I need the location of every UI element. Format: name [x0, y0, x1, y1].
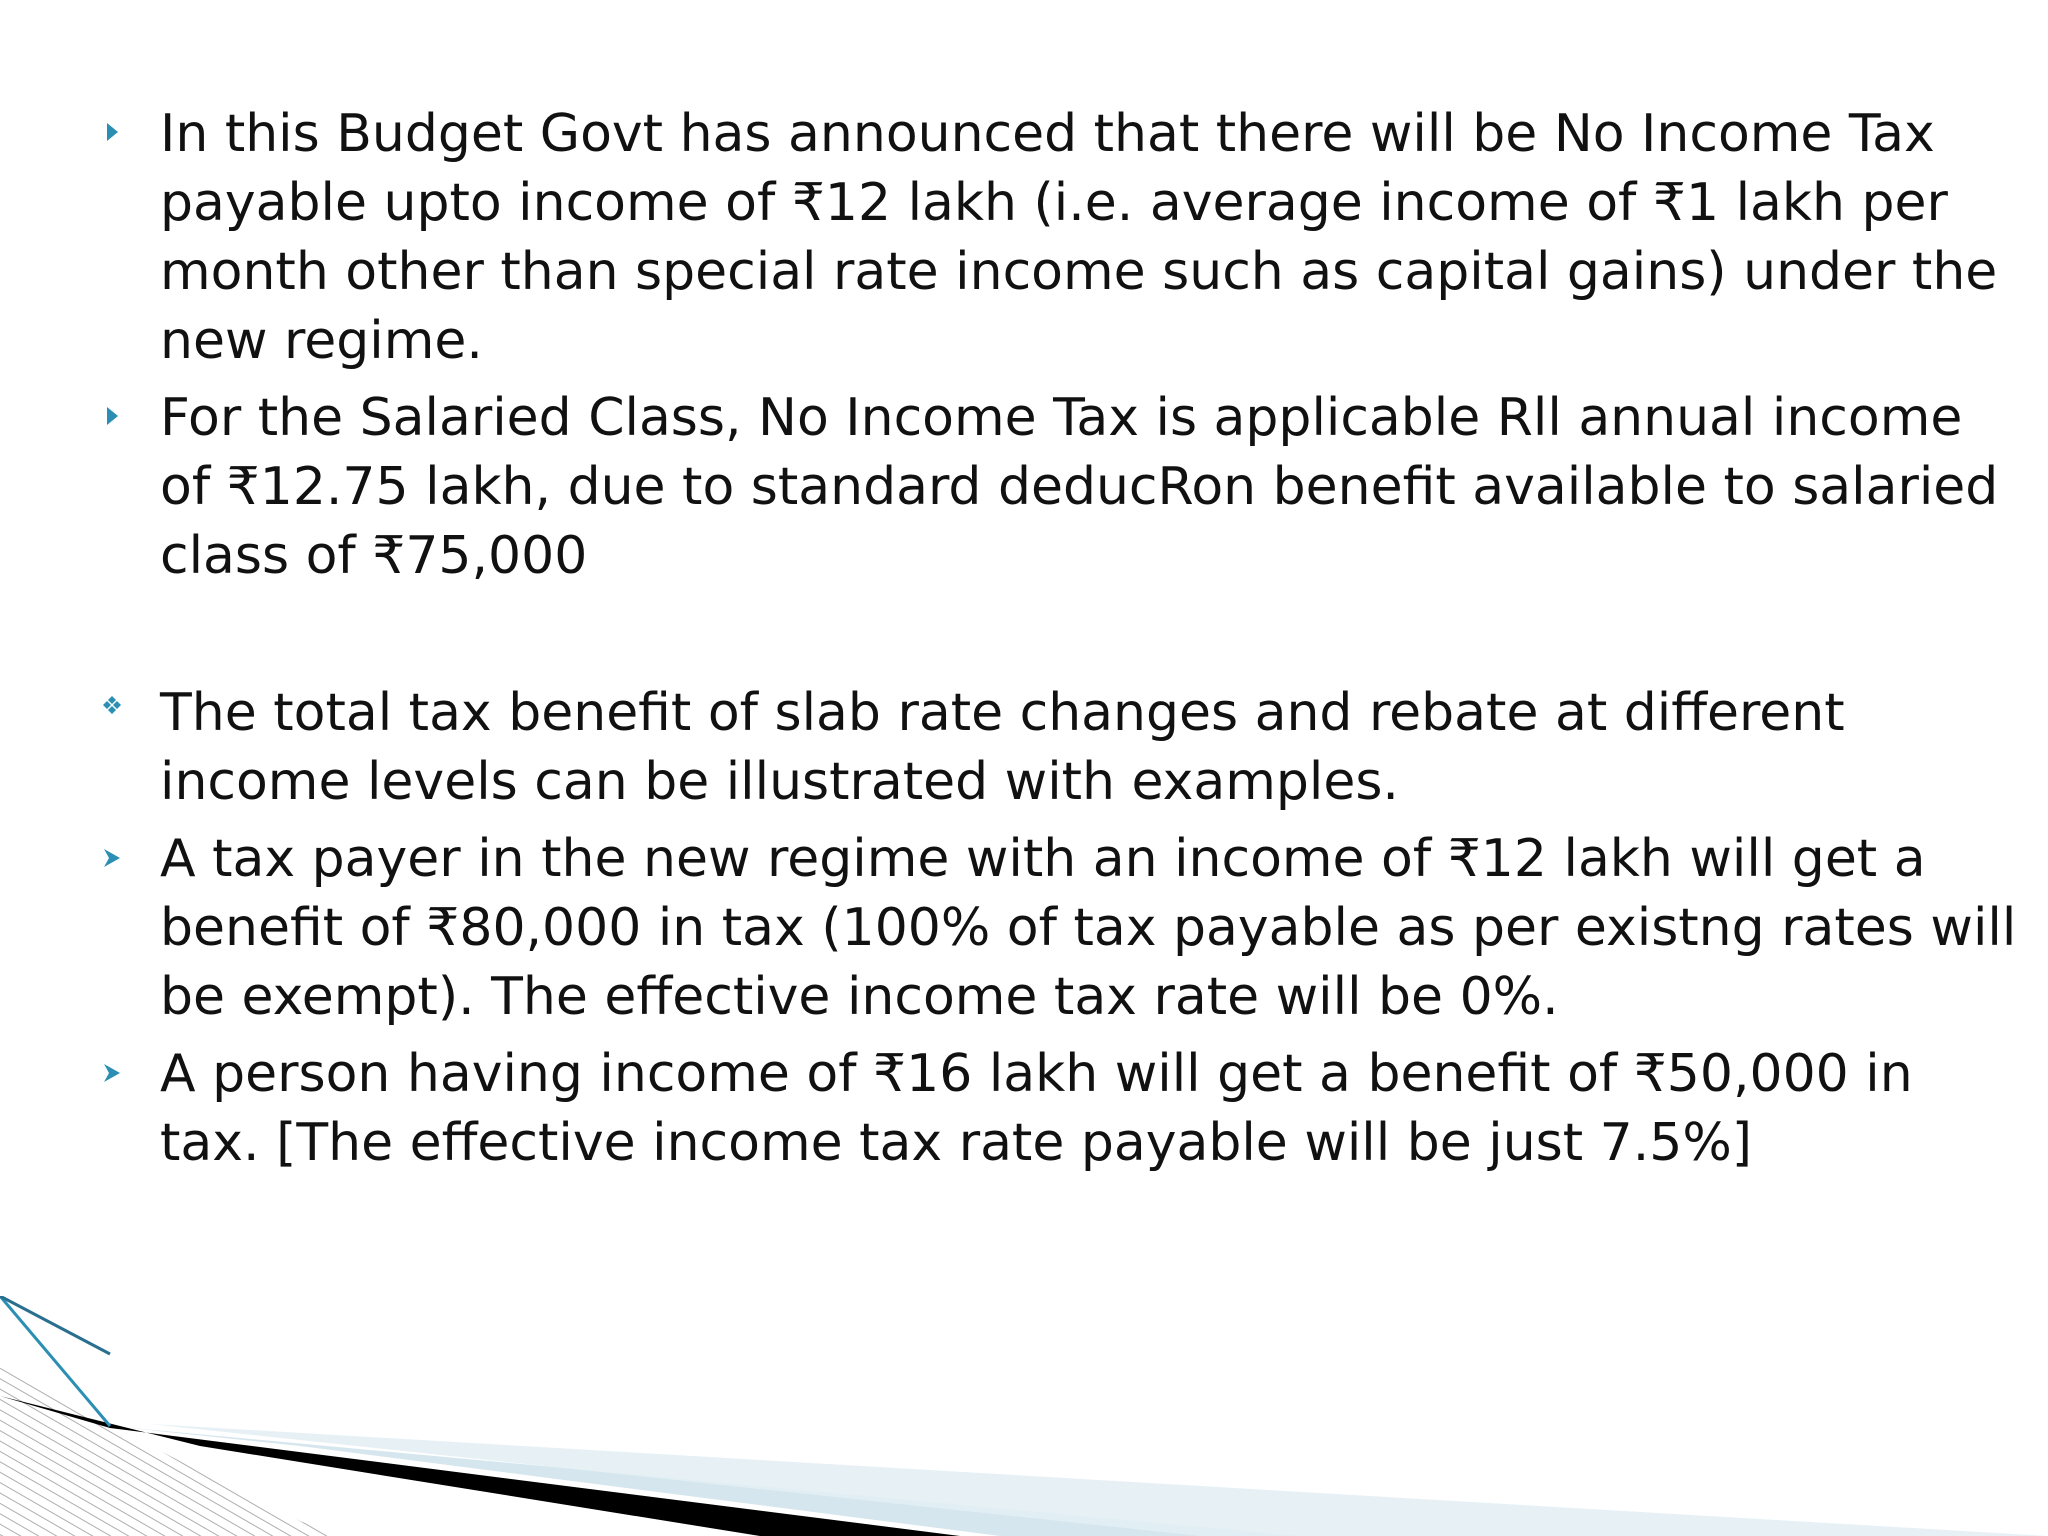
bullet-text: In this Budget Govt has announced that there will be No Income Tax payable upto income of ₹12 lakh (i.e. average income of ₹1 lakh per month other than special rate income such as capital gains) under the new regime. — [160, 104, 1998, 371]
bullet-item-4 — [0, 825, 2048, 1032]
teal-line-upper — [0, 1296, 110, 1354]
bullet-item-3 — [0, 679, 2048, 817]
bullet-text: A tax payer in the new regime with an income of ₹12 lakh will get a benefit of ₹80,000 in tax (100% of tax payable as per existng rates will be exempt). The effective income tax rate will be 0%. — [160, 829, 2017, 1027]
triangle-right-icon — [98, 384, 128, 453]
triangle-right-icon — [98, 100, 128, 169]
bullet-item-2 — [0, 384, 2048, 591]
bullet-text: A person having income of ₹16 lakh will get a benefit of ₹50,000 in tax. [The effective income tax rate payable will be just 7.5%] — [160, 1044, 1913, 1173]
decorative-footer-wedge — [0, 1296, 2048, 1536]
arrowhead-icon — [98, 825, 128, 894]
hatch-band — [0, 1296, 340, 1536]
bullet-item-5 — [0, 1040, 2048, 1178]
bullet-text: For the Salaried Class, No Income Tax is applicable Rll annual income of ₹12.75 lakh, due to standard deducRon benefit available to salaried class of ₹75,000 — [160, 388, 1999, 586]
bullet-text: The total tax benefit of slab rate changes and rebate at different income levels can be illustrated with examples. — [160, 683, 1845, 812]
arrowhead-icon — [98, 1040, 128, 1109]
four-diamond-icon — [98, 679, 128, 748]
bullet-list — [0, 100, 2048, 1178]
bullet-item-1 — [0, 100, 2048, 376]
